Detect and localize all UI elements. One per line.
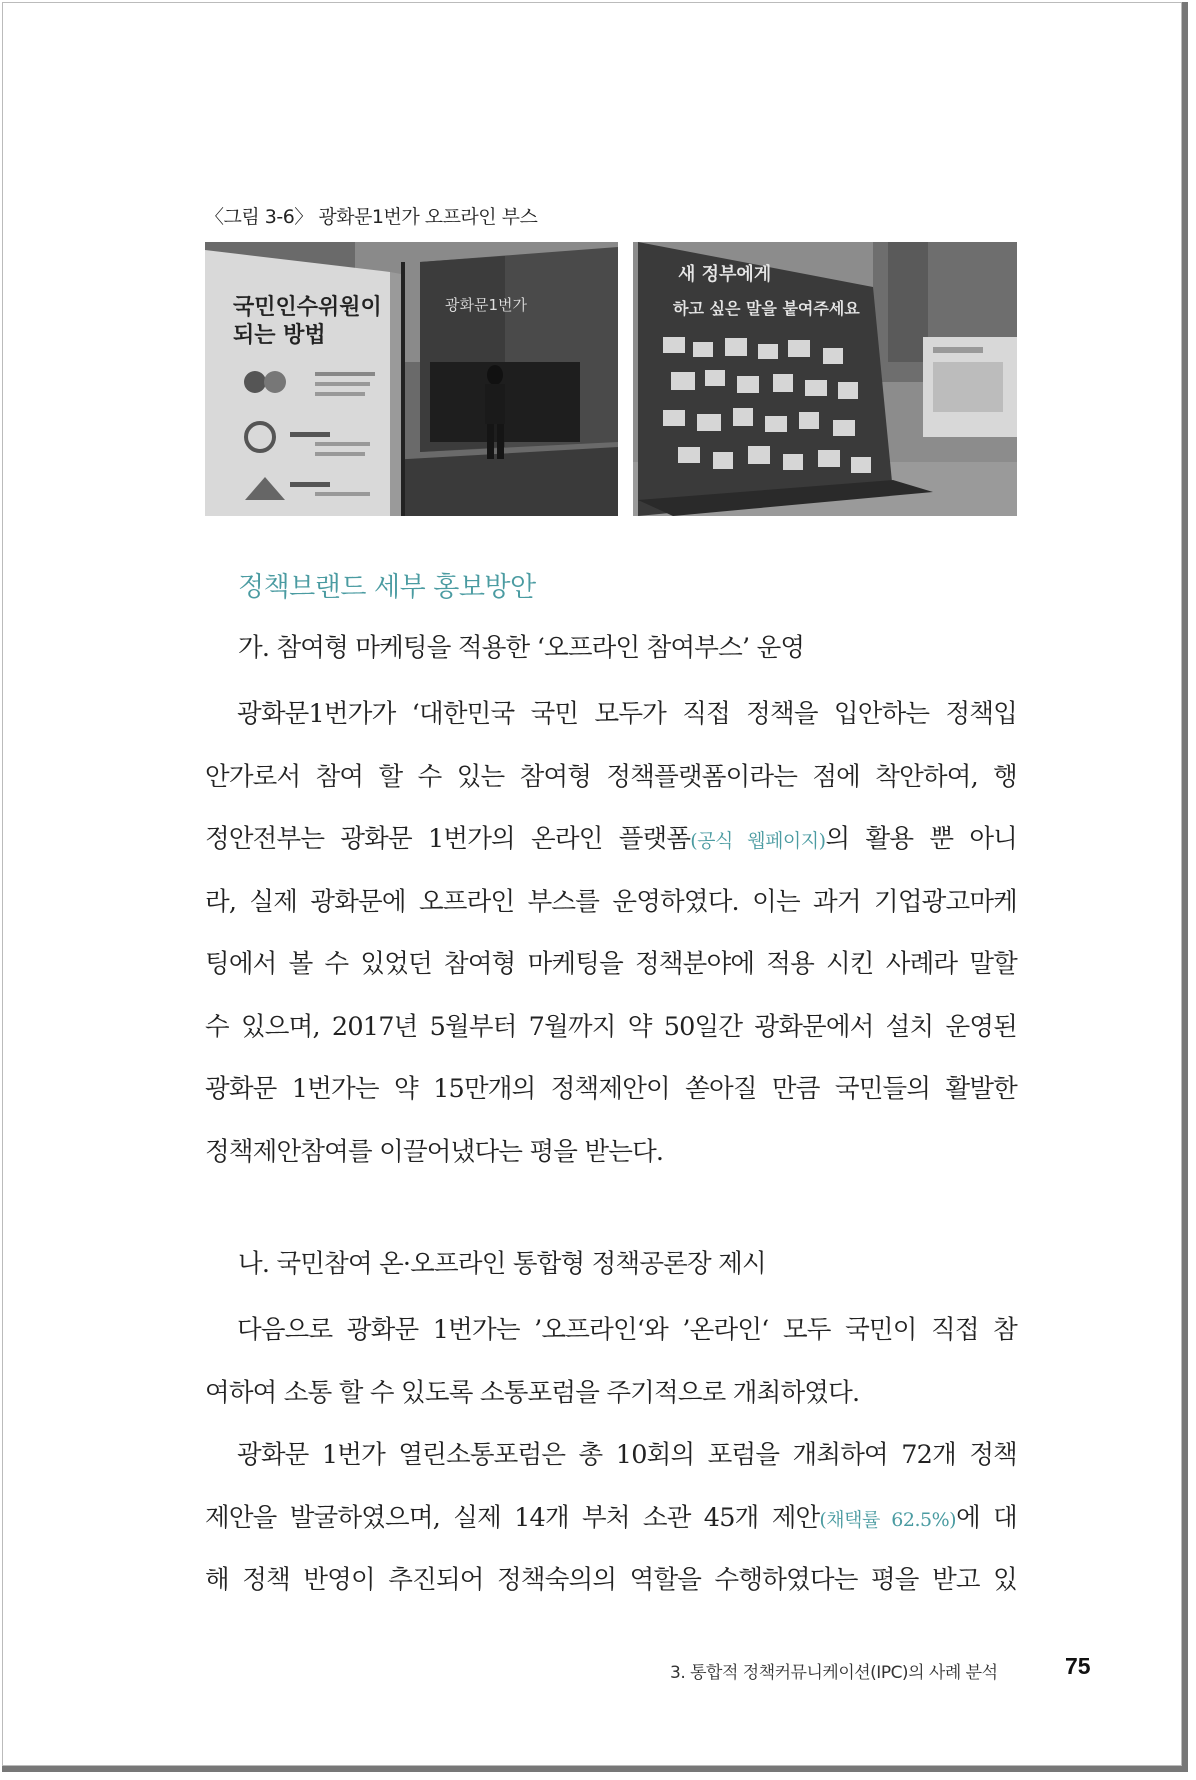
paragraph-line: 수 있으며, 2017년 5월부터 7월까지 약 50일간 광화문에서 설치 운영된 xyxy=(205,1011,1017,1042)
adoption-rate-note: (채택률 62.5%) xyxy=(819,1508,957,1531)
message-board-photo-right xyxy=(633,242,1017,516)
sign-title-line1: 국민인수위원이 xyxy=(233,295,382,320)
web-page-note: (공식 웹페이지) xyxy=(690,830,826,852)
paragraph-line: 해 정책 반영이 추진되어 정책숙의의 역할을 수행하였다는 평을 받고 있 xyxy=(205,1565,1017,1595)
figure-caption: 〈그림 3-6〉 광화문1번가 오프라인 부스 xyxy=(205,206,538,228)
subsection-b-title: 나. 국민참여 온·오프라인 통합형 정책공론장 제시 xyxy=(238,1249,766,1279)
paragraph-line: 여하여 소통 할 수 있도록 소통포럼을 주기적으로 개최하였다. xyxy=(205,1377,860,1408)
paragraph-line: 다음으로 광화문 1번가는 ’오프라인‘와 ’온라인‘ 모두 국민이 직접 참 xyxy=(237,1315,1017,1345)
booth-photo-left xyxy=(205,242,618,516)
paragraph-line: 정안전부는 광화문 1번가의 온라인 플랫폼(공식 웹페이지)의 활용 뿐 아니 xyxy=(205,824,1017,854)
paragraph-line: 제안을 발굴하였으며, 실제 14개 부처 소관 45개 제안(채택률 62.5%)에 대 xyxy=(205,1502,1017,1533)
paragraph-b xyxy=(205,1299,1017,1424)
sign-title-line2: 되는 방법 xyxy=(233,323,326,348)
paragraph-line: 정책제안참여를 이끌어냈다는 평을 받는다. xyxy=(205,1136,664,1167)
page-number: 75 xyxy=(1065,1653,1091,1679)
paragraph-line: 라, 실제 광화문에 오프라인 부스를 운영하였다. 이는 과거 기업광고마케 xyxy=(205,886,1017,917)
subsection-a-title: 가. 참여형 마케팅을 적용한 ‘오프라인 참여부스’ 운영 xyxy=(238,633,805,663)
board-line2: 하고 싶은 말을 붙여주세요 xyxy=(673,299,860,318)
paragraph-line: 안가로서 참여 할 수 있는 참여형 정책플랫폼이라는 점에 착안하여, 행 xyxy=(205,761,1017,792)
paragraph-line: 팅에서 볼 수 있었던 참여형 마케팅을 정책분야에 적용 시킨 사례라 말할 xyxy=(205,949,1017,979)
paragraph-line: 광화문 1번가 열린소통포럼은 총 10회의 포럼을 개최하여 72개 정책 xyxy=(237,1440,1017,1470)
footer-chapter-title: 3. 통합적 정책커뮤니케이션(IPC)의 사례 분석 xyxy=(670,1663,998,1683)
booth-sign-text: 광화문1번가 xyxy=(445,296,527,314)
book-page xyxy=(2,2,1188,1772)
paragraph-line: 광화문1번가가 ‘대한민국 국민 모두가 직접 정책을 입안하는 정책입 xyxy=(237,699,1017,729)
section-heading: 정책브랜드 세부 홍보방안 xyxy=(238,572,536,603)
paragraph-line: 광화문 1번가는 약 15만개의 정책제안이 쏟아질 만큼 국민들의 활발한 xyxy=(205,1074,1017,1104)
paragraph-c xyxy=(205,1424,1017,1612)
board-line1: 새 정부에게 xyxy=(678,264,772,285)
paragraph-a xyxy=(205,683,1017,1183)
